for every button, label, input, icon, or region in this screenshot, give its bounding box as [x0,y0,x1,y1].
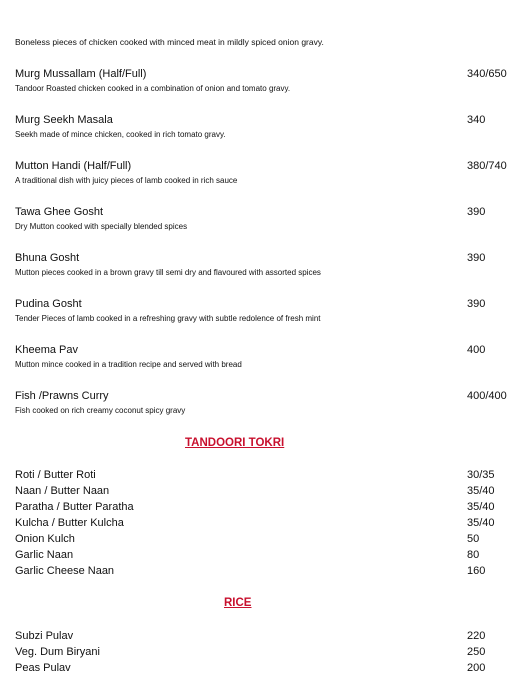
item-price: 160 [467,565,486,577]
dish-price: 340 [467,114,486,126]
menu-row [15,630,515,645]
dish-description: Tandoor Roasted chicken cooked in a combination of onion and tomato gravy. [15,84,291,93]
section-title-rice: RICE [224,597,252,609]
dish-price: 390 [467,252,486,264]
dish-name: Mutton Handi (Half/Full) [15,160,132,172]
item-name: Garlic Cheese Naan [15,565,115,577]
item-price: 50 [467,533,480,545]
item-price: 35/40 [467,501,495,513]
section-title-tandoori: TANDOORI TOKRI [185,437,285,449]
dish-price: 340/650 [467,68,507,80]
item-price: 35/40 [467,517,495,529]
dish-description: Mutton pieces cooked in a brown gravy till semi dry and flavoured with assorted spices [15,268,321,277]
menu-row [15,646,515,661]
item-name: Kulcha / Butter Kulcha [15,517,124,529]
item-name: Subzi Pulav [15,630,74,642]
item-name: Roti / Butter Roti [15,469,96,481]
dish-price: 390 [467,298,486,310]
item-name: Veg. Dum Biryani [15,646,100,658]
dish-price: 400/400 [467,390,507,402]
item-name: Garlic Naan [15,549,74,561]
dish-name: Pudina Gosht [15,298,82,310]
item-price: 30/35 [467,469,495,481]
dish-description: A traditional dish with juicy pieces of lamb cooked in rich sauce [15,176,238,185]
dish-price: 400 [467,344,486,356]
dish-name: Murg Seekh Masala [15,114,113,126]
dish-name: Bhuna Gosht [15,252,80,264]
item-price: 200 [467,662,486,674]
dish-price: 390 [467,206,486,218]
dish-price: 380/740 [467,160,507,172]
dish-description: Mutton mince cooked in a tradition recipe and served with bread [15,360,242,369]
item-name: Paratha / Butter Paratha [15,501,134,513]
dish-description: Seekh made of mince chicken, cooked in rich tomato gravy. [15,130,226,139]
menu-row [15,469,515,484]
dish-description: Dry Mutton cooked with specially blended spices [15,222,188,231]
intro-description: Boneless pieces of chicken cooked with minced meat in mildly spiced onion gravy. [15,37,324,47]
menu-row [15,533,515,548]
item-price: 80 [467,549,480,561]
item-name: Peas Pulav [15,662,71,674]
menu-row [15,662,515,677]
dish-name: Fish /Prawns Curry [15,390,109,402]
item-price: 220 [467,630,486,642]
dish-description: Tender Pieces of lamb cooked in a refreshing gravy with subtle redolence of fresh mint [15,314,321,323]
menu-row [15,485,515,500]
dish-description: Fish cooked on rich creamy coconut spicy gravy [15,406,186,415]
dish-name: Kheema Pav [15,344,78,356]
menu-row [15,565,515,580]
item-name: Onion Kulch [15,533,75,545]
dish-name: Murg Mussallam (Half/Full) [15,68,147,80]
menu-row [15,549,515,564]
item-price: 250 [467,646,486,658]
dish-name: Tawa Ghee Gosht [15,206,104,218]
menu-row [15,501,515,516]
menu-row [15,517,515,532]
item-name: Naan / Butter Naan [15,485,110,497]
item-price: 35/40 [467,485,495,497]
